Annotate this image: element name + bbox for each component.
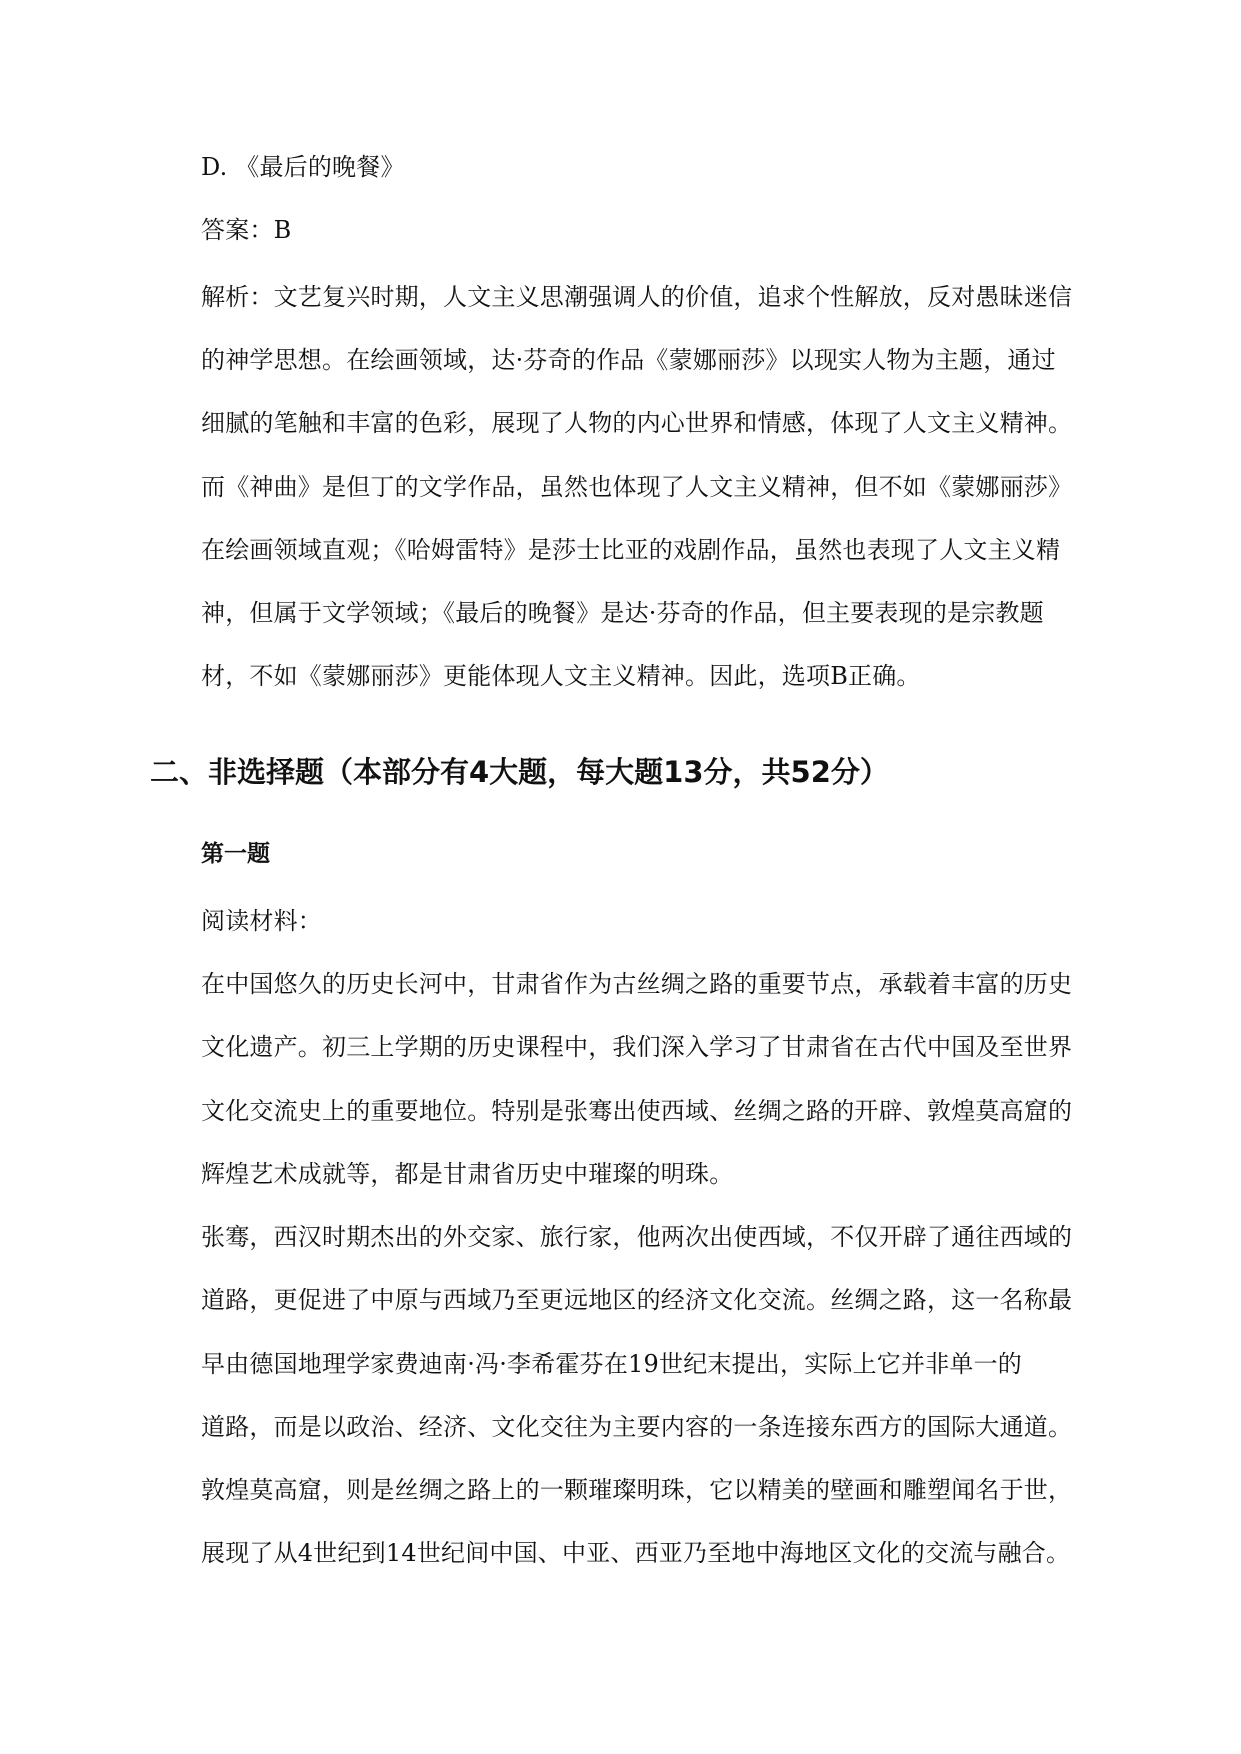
- section-title: 二、非选择题（本部分有4大题，每大题13分，共52分）: [150, 755, 889, 789]
- material-line: 辉煌艺术成就等，都是甘肃省历史中璀璨的明珠。: [201, 1160, 734, 1188]
- material-line: 展现了从4世纪到14世纪间中国、中亚、西亚乃至地中海地区文化的交流与融合。: [201, 1539, 1071, 1567]
- material-line: 道路，而是以政治、经济、文化交往为主要内容的一条连接东西方的国际大通道。: [201, 1413, 1073, 1441]
- analysis-line: 细腻的笔触和丰富的色彩，展现了人物的内心世界和情感，体现了人文主义精神。: [201, 409, 1073, 437]
- material-line: 道路，更促进了中原与西域乃至更远地区的经济文化交流。丝绸之路，这一名称最: [201, 1286, 1073, 1314]
- material-line: 早由德国地理学家费迪南·冯·李希霍芬在19世纪末提出，实际上它并非单一的: [201, 1350, 1022, 1378]
- question-title: 第一题: [201, 841, 270, 867]
- material-line: 敦煌莫高窟，则是丝绸之路上的一颗璀璨明珠，它以精美的壁画和雕塑闻名于世，: [201, 1476, 1073, 1504]
- option-d: D. 《最后的晚餐》: [201, 153, 405, 181]
- material-line: 文化遗产。初三上学期的历史课程中，我们深入学习了甘肃省在古代中国及至世界: [201, 1033, 1073, 1061]
- material-line: 张骞，西汉时期杰出的外交家、旅行家，他两次出使西域，不仅开辟了通往西域的: [201, 1223, 1073, 1251]
- material-line: 文化交流史上的重要地位。特别是张骞出使西域、丝绸之路的开辟、敦煌莫高窟的: [201, 1097, 1073, 1125]
- analysis-line: 的神学思想。在绘画领域，达·芬奇的作品《蒙娜丽莎》以现实人物为主题，通过: [201, 346, 1056, 374]
- analysis-line: 而《神曲》是但丁的文学作品，虽然也体现了人文主义精神，但不如《蒙娜丽莎》: [201, 473, 1073, 501]
- analysis-line: 神，但属于文学领域；《最后的晚餐》是达·芬奇的作品，但主要表现的是宗教题: [201, 599, 1044, 627]
- material-line: 在中国悠久的历史长河中，甘肃省作为古丝绸之路的重要节点，承载着丰富的历史: [201, 970, 1073, 998]
- answer-line: 答案：B: [201, 216, 292, 244]
- analysis-line: 解析：文艺复兴时期，人文主义思潮强调人的价值，追求个性解放，反对愚昧迷信: [201, 283, 1073, 311]
- read-label: 阅读材料：: [201, 907, 322, 935]
- analysis-line: 材，不如《蒙娜丽莎》更能体现人文主义精神。因此，选项B正确。: [201, 662, 921, 690]
- analysis-line: 在绘画领域直观；《哈姆雷特》是莎士比亚的戏剧作品，虽然也表现了人文主义精: [201, 536, 1061, 564]
